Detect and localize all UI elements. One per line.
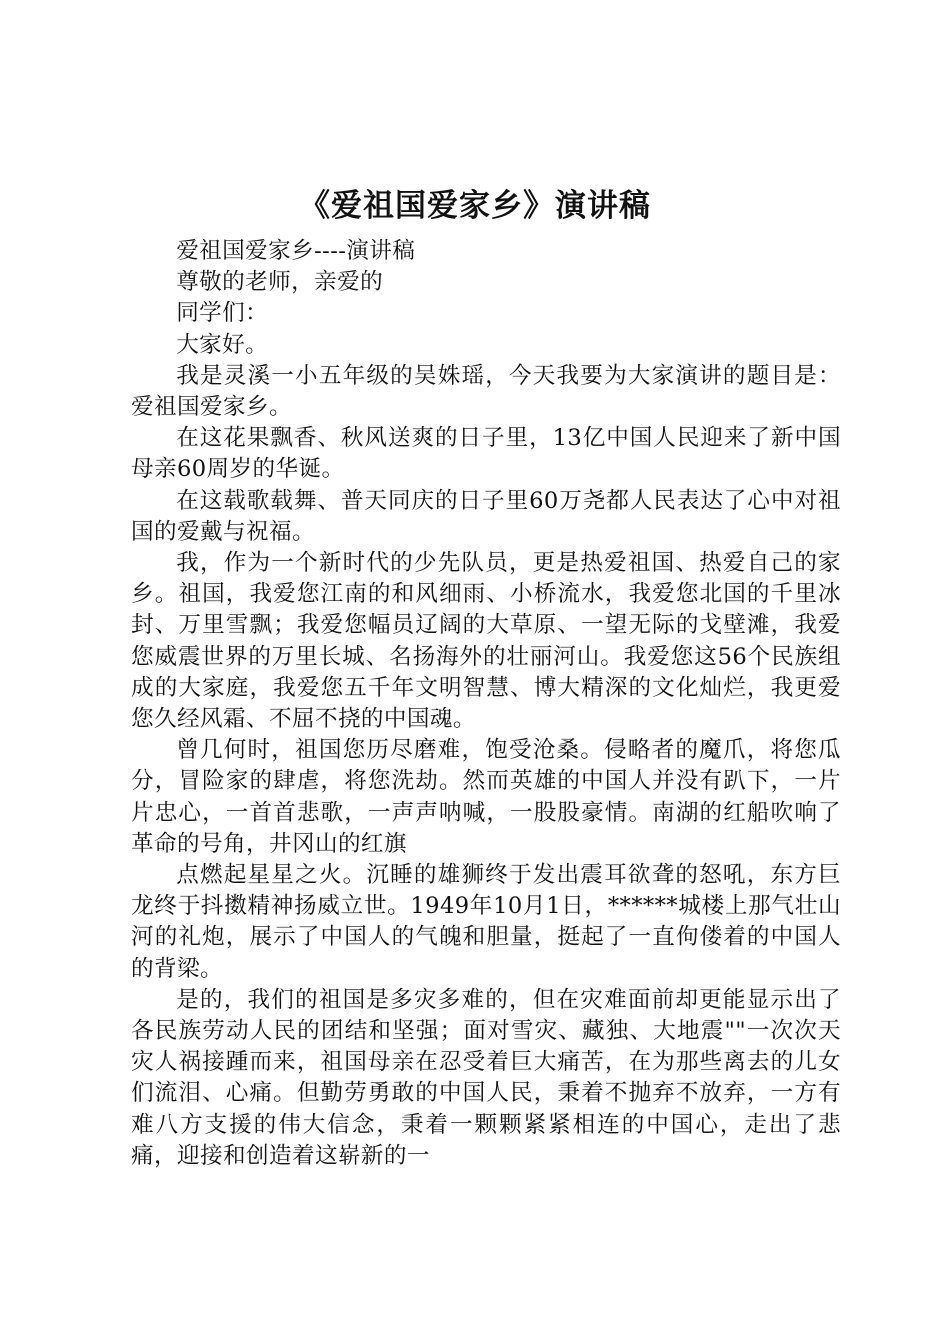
paragraph-subtitle: 爱祖国爱家乡----演讲稿 xyxy=(176,238,416,264)
paragraph-anniversary: 在这花果飘香、秋风送爽的日子里，13亿中国人民迎来了新中国母亲60周岁的华诞。 xyxy=(131,425,841,483)
paragraph-salutation-cont: 同学们： xyxy=(176,300,269,327)
paragraph-greeting: 大家好。 xyxy=(176,331,269,358)
paragraph-salutation: 尊敬的老师，亲爱的 xyxy=(176,269,384,296)
paragraph-founding: 点燃起星星之火。沉睡的雄狮终于发出震耳欲聋的怒吼，东方巨龙终于抖擞精神扬威立世。1949年10月1日，******城楼上那气壮山河的礼炮，展示了中国人的气魄和胆量，挺起了一直佝偻着的中国人的背梁。 xyxy=(131,862,841,982)
paragraph-disasters: 是的，我们的祖国是多灾多难的，但在灾难面前却更能显示出了各民族劳动人民的团结和坚强；面对雪灾、藏独、大地震""一次次天灾人祸接踵而来，祖国母亲在忍受着巨大痛苦，在为那些离去的儿女们流泪、心痛。但勤劳勇敢的中国人民，秉着不抛弃不放弃，一方有难八方支援的伟大信念，秉着一颗颗紧紧相连的中国心，走出了悲痛，迎接和创造着这崭新的一 xyxy=(131,986,841,1169)
paragraph-celebration: 在这载歌载舞、普天同庆的日子里60万尧都人民表达了心中对祖国的爱戴与祝福。 xyxy=(131,487,841,545)
paragraph-history: 曾几何时，祖国您历尽磨难，饱受沧桑。侵略者的魔爪，将您瓜分，冒险家的肆虐，将您洗劫。然而英雄的中国人并没有趴下，一片片忠心，一首首悲歌，一声声呐喊，一股股豪情。南湖的红船吹响了革命的号角，井冈山的红旗 xyxy=(131,737,841,857)
document-body xyxy=(131,236,841,1172)
document-title: 《爱祖国爱家乡》演讲稿 xyxy=(299,188,651,224)
paragraph-love-motherland: 我，作为一个新时代的少先队员，更是热爱祖国、热爱自己的家乡。祖国，我爱您江南的和风细雨、小桥流水，我爱您北国的千里冰封、万里雪飘；我爱您幅员辽阔的大草原、一望无际的戈壁滩，我爱您威震世界的万里长城、名扬海外的壮丽河山。我爱您这56个民族组成的大家庭，我爱您五千年文明智慧、博大精深的文化灿烂，我更爱您久经风霜、不屈不挠的中国魂。 xyxy=(131,550,841,733)
paragraph-introduction: 我是灵溪一小五年级的吴姝瑶，今天我要为大家演讲的题目是：爱祖国爱家乡。 xyxy=(131,362,841,421)
